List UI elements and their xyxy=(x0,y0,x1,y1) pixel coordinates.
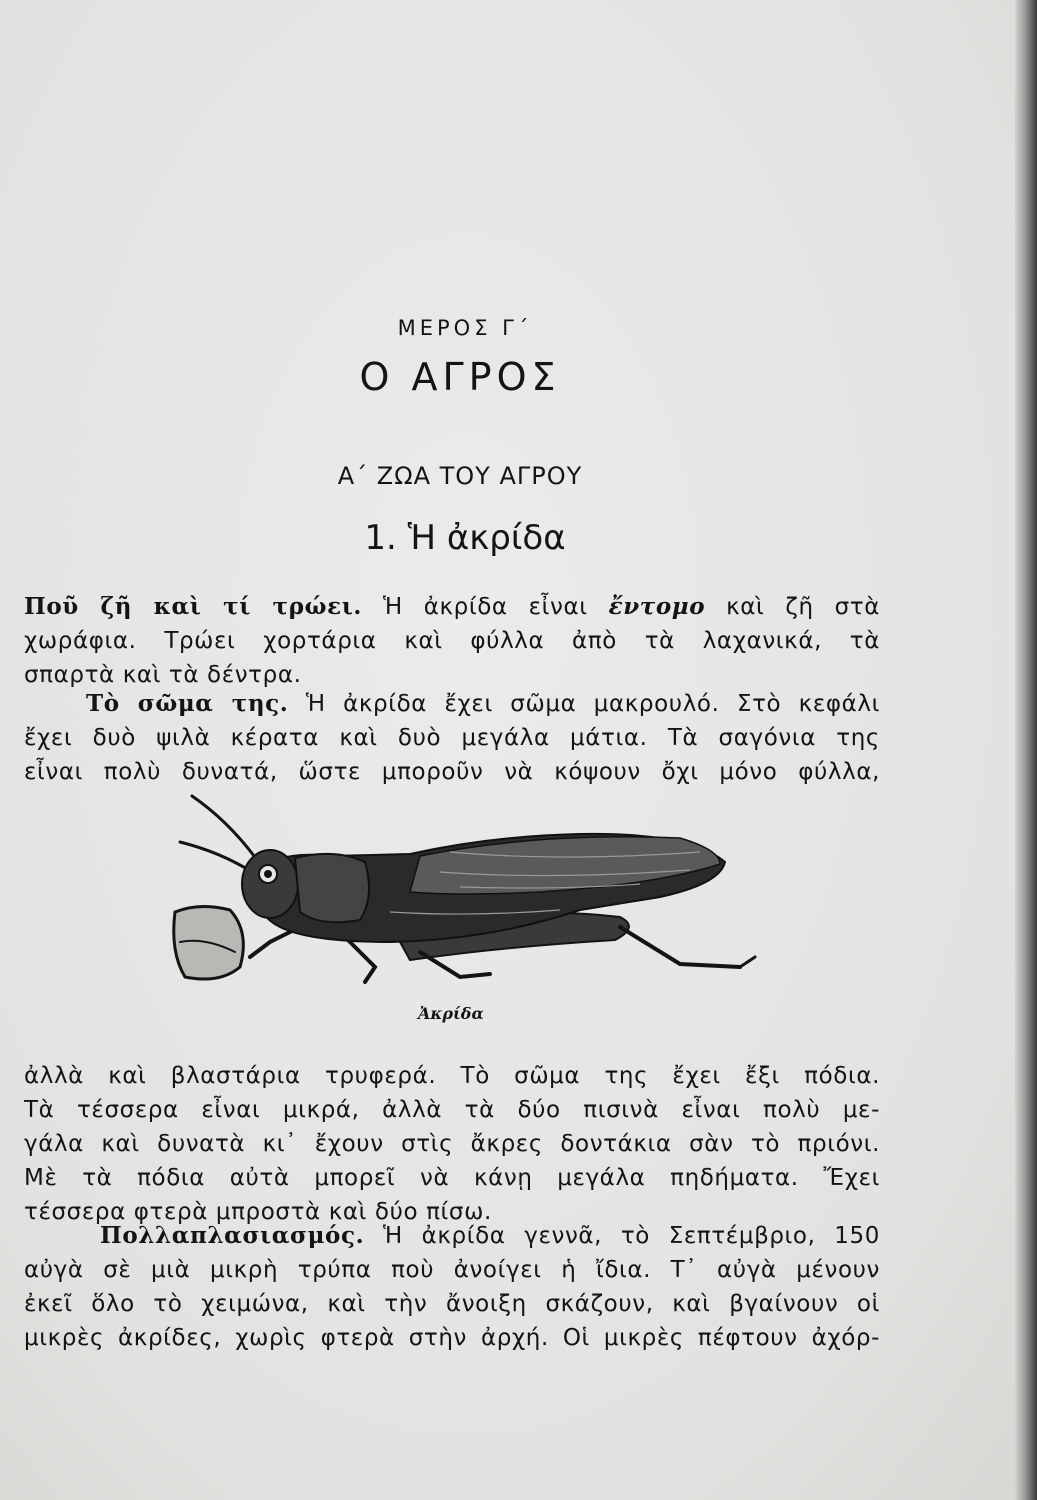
section-heading: Α΄ ΖΩΑ ΤΟΥ ΑΓΡΟΥ xyxy=(337,462,583,490)
text-line: Τὰ τέσσερα εἶναι μικρά, ἀλλὰ τὰ δύο πισινὰ εἶναι πολὺ με- xyxy=(24,1097,880,1123)
text-line: αὐγὰ σὲ μιὰ μικρὴ τρύπα ποὺ ἀνοίγει ἡ ἴδια. Τ᾿ αὐγὰ μένουν xyxy=(24,1257,880,1283)
text-line: ἔχει δυὸ ψιλὰ κέρατα καὶ δυὸ μεγάλα μάτια. Τὰ σαγόνια της xyxy=(24,725,880,751)
emphasis-term: ἔντομο xyxy=(608,593,706,620)
text-line: χωράφια. Τρώει χορτάρια καὶ φύλλα ἀπὸ τὰ λαχανικά, τὰ xyxy=(24,628,880,654)
text-span: Ἡ ἀκρίδα ἔχει σῶμα μακρουλό. Στὸ κεφάλι xyxy=(288,691,880,717)
text-span: Ἡ ἀκρίδα εἶναι xyxy=(362,594,609,620)
text-line xyxy=(86,687,880,721)
page-title: Ο ΑΓΡΟΣ xyxy=(359,355,561,399)
figure-caption: Ἀκρίδα xyxy=(418,1004,484,1023)
text-line: μικρὲς ἀκρίδες, χωρὶς φτερὰ στὴν ἀρχή. Οἱ μικρὲς πέφτουν ἀχόρ- xyxy=(24,1325,880,1351)
grasshopper-illustration xyxy=(160,792,770,1002)
part-heading: ΜΕΡΟΣ Γ΄ xyxy=(397,316,533,340)
text-line: τέσσερα φτερὰ μπροστὰ καὶ δύο πίσω. xyxy=(24,1199,492,1225)
text-line: γάλα καὶ δυνατὰ κι᾿ ἔχουν στὶς ἄκρες δοντάκια σὰν τὸ πριόνι. xyxy=(24,1131,880,1157)
chapter-heading: 1. Ἡ ἀκρίδα xyxy=(364,518,566,558)
text-line: Μὲ τὰ πόδια αὐτὰ μπορεῖ νὰ κάνῃ μεγάλα πηδήματα. Ἔχει xyxy=(24,1165,880,1191)
text-span: καὶ ζῆ στὰ xyxy=(705,594,880,620)
text-line: εἶναι πολὺ δυνατά, ὥστε μποροῦν νὰ κόψουν ὄχι μόνο φύλλα, xyxy=(24,759,880,785)
text-line: ἀλλὰ καὶ βλαστάρια τρυφερά. Τὸ σῶμα της ἔχει ἔξι πόδια. xyxy=(24,1063,880,1089)
book-spine-shadow xyxy=(1015,0,1037,1500)
text-span: Ἡ ἀκρίδα γεννᾶ, τὸ Σεπτέμβριο, 150 xyxy=(364,1223,880,1249)
text-line xyxy=(24,590,880,624)
text-line xyxy=(100,1219,880,1253)
paragraph-heading: Τὸ σῶμα της. xyxy=(86,690,289,717)
text-line: ἐκεῖ ὅλο τὸ χειμώνα, καὶ τὴν ἄνοιξη σκάζουν, καὶ βγαίνουν οἱ xyxy=(24,1291,880,1317)
paragraph-heading: Ποῦ ζῆ καὶ τί τρώει. xyxy=(24,593,363,620)
text-line: σπαρτὰ καὶ τὰ δέντρα. xyxy=(24,662,302,688)
paragraph-heading: Πολλαπλασιασμός. xyxy=(100,1222,365,1249)
